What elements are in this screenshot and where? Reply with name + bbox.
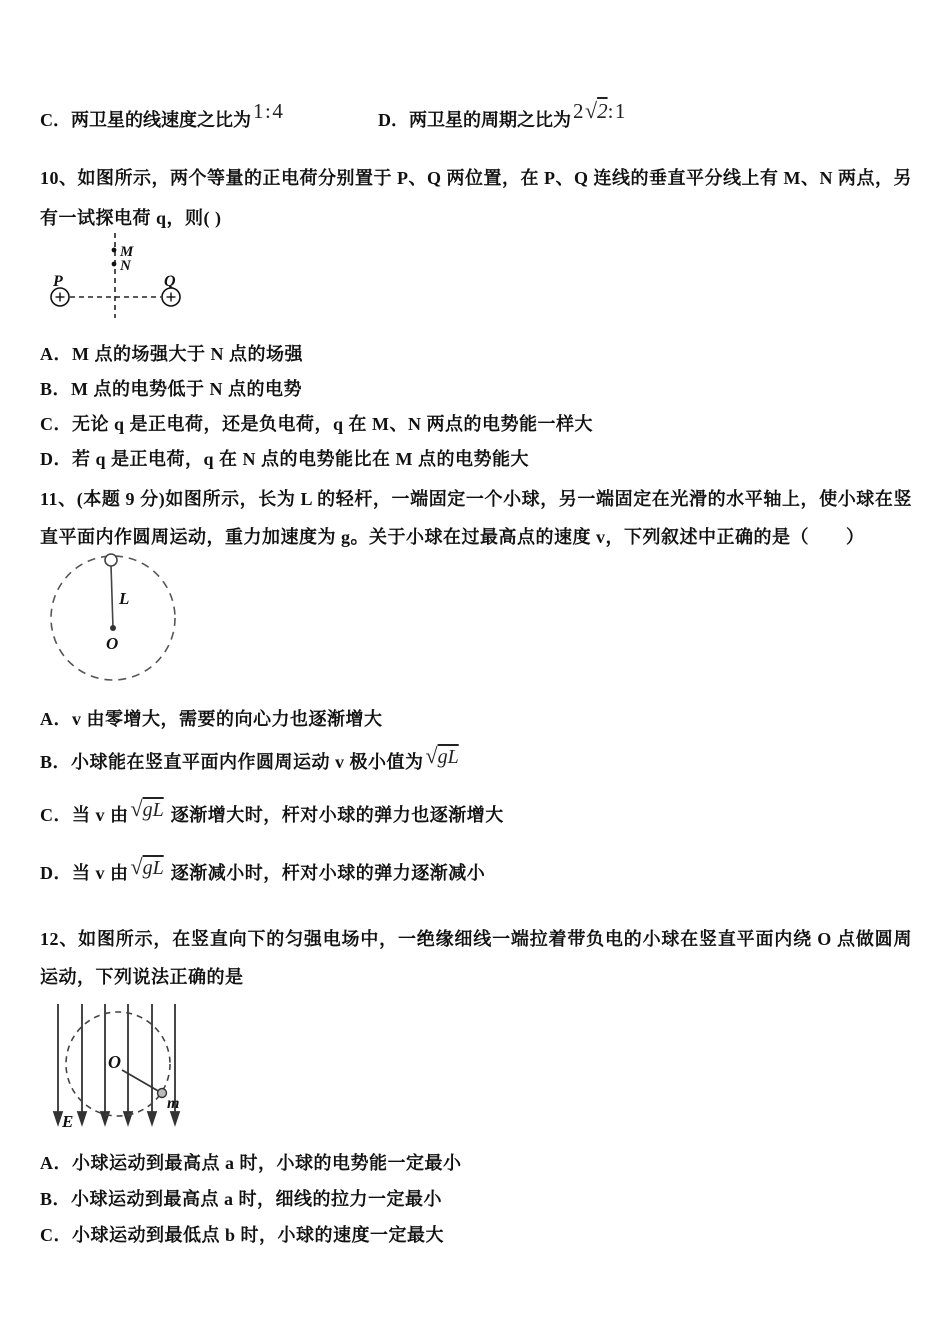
point-m-label: M (120, 244, 134, 260)
charged-ball (158, 1089, 167, 1098)
q11-option-d (40, 859, 912, 886)
q11-option-a (40, 706, 912, 732)
axis-center-dot (110, 625, 116, 631)
charge-q-label: Q (164, 273, 176, 290)
q10-option-d: D．若 q 是正电荷，q 在 N 点的电势能比在 M 点的电势能大 (40, 449, 530, 469)
ball-at-top (105, 554, 117, 566)
q9-option-d (378, 99, 629, 133)
q10-option-a: A．M 点的场强大于 N 点的场强 (40, 344, 303, 364)
q10-option-c: C．无论 q 是正电荷，还是负电荷，q 在 M、N 两点的电势能一样大 (40, 414, 594, 434)
formula-coefficient: 2 (573, 99, 585, 123)
ratio-formula: 1:4 (253, 99, 285, 123)
sqrt-ratio-formula (571, 99, 629, 123)
option-text: 两卫星的线速度之比为 (71, 110, 251, 130)
center-o-label: O (108, 1052, 121, 1072)
radicand: $\overline{gL}$ (437, 746, 459, 768)
positive-charge-q-icon (162, 288, 180, 306)
option-text: 当 v 由 (72, 863, 129, 883)
charge-p-label: P (53, 273, 63, 290)
option-text-after: 逐渐增大时，杆对小球的弹力也逐渐增大 (165, 805, 504, 825)
q11-option-b (40, 748, 912, 775)
q11-stem: 11、(本题 9 分)如图所示，长为 L 的轻杆，一端固定一个小球，另一端固定在光滑的水平轴上，使小球在竖直平面内作圆周运动，重力加速度为 g。关于小球在过最高点的速度 v，下列叙述中正确的是（ ） (40, 489, 912, 547)
point-n-dot (112, 262, 117, 267)
option-letter: D． (378, 110, 409, 130)
rod-length-label: L (119, 589, 130, 608)
formula-suffix: :1 (607, 99, 627, 123)
q12-options (40, 1150, 912, 1248)
q12-diagram (48, 1002, 218, 1132)
option-letter: A． (40, 709, 72, 729)
q12-option-c: C．小球运动到最低点 b 时，小球的速度一定最大 (40, 1225, 445, 1245)
radical-sign (131, 799, 164, 821)
option-text: 两卫星的周期之比为 (409, 110, 571, 130)
option-text: 当 v 由 (72, 805, 129, 825)
radicand: $\overline{gL}$ (142, 799, 164, 821)
option-letter: D． (40, 863, 72, 883)
light-rod (111, 565, 113, 628)
center-o-label: O (106, 634, 119, 653)
sqrt-gl-formula (129, 857, 166, 879)
q10-stem: 10、如图所示，两个等量的正电荷分别置于 P、Q 两位置，在 P、Q 连线的垂直平分线上有 M、N 两点，另有一试探电荷 q，则( ) (40, 168, 912, 228)
radical-sign (426, 746, 459, 768)
radical-sign (131, 857, 164, 879)
option-text: 小球能在竖直平面内作圆周运动 v 极小值为 (71, 752, 424, 772)
positive-charge-p-icon (51, 288, 69, 306)
point-n-label: N (120, 258, 131, 274)
q12-stem: 12、如图所示，在竖直向下的匀强电场中，一绝缘细线一端拉着带负电的小球在竖直平面内绕 O 点做圆周运动，下列说法正确的是 (40, 929, 912, 987)
sqrt-gl-formula (424, 746, 461, 768)
q11-diagram (45, 550, 195, 690)
option-text: v 由零增大，需要的向心力也逐渐增大 (72, 709, 383, 729)
q10-option-b: B．M 点的电势低于 N 点的电势 (40, 379, 302, 399)
radicand: $\overline{gL}$ (142, 857, 164, 879)
q11-options (40, 706, 912, 886)
option-letter: C． (40, 110, 71, 130)
option-text-after: 逐渐减小时，杆对小球的弹力逐渐减小 (165, 863, 486, 883)
option-letter: B． (40, 752, 72, 772)
radical-sign (585, 99, 608, 123)
q12-option-b: B．小球运动到最高点 a 时，细线的拉力一定最小 (40, 1189, 443, 1209)
sqrt-gl-formula (129, 799, 166, 821)
q10-diagram (45, 230, 245, 325)
q12-option-a: A．小球运动到最高点 a 时，小球的电势能一定最小 (40, 1153, 462, 1173)
q9-options-row (40, 99, 912, 132)
q11-option-c (40, 801, 912, 828)
q10-options (40, 341, 912, 472)
q9-option-c (40, 99, 378, 133)
radicand: 2 (597, 99, 608, 123)
ball-m-label: m (167, 1095, 180, 1112)
field-e-label: E (62, 1112, 74, 1131)
point-m-dot (112, 248, 117, 253)
option-letter: C． (40, 805, 72, 825)
